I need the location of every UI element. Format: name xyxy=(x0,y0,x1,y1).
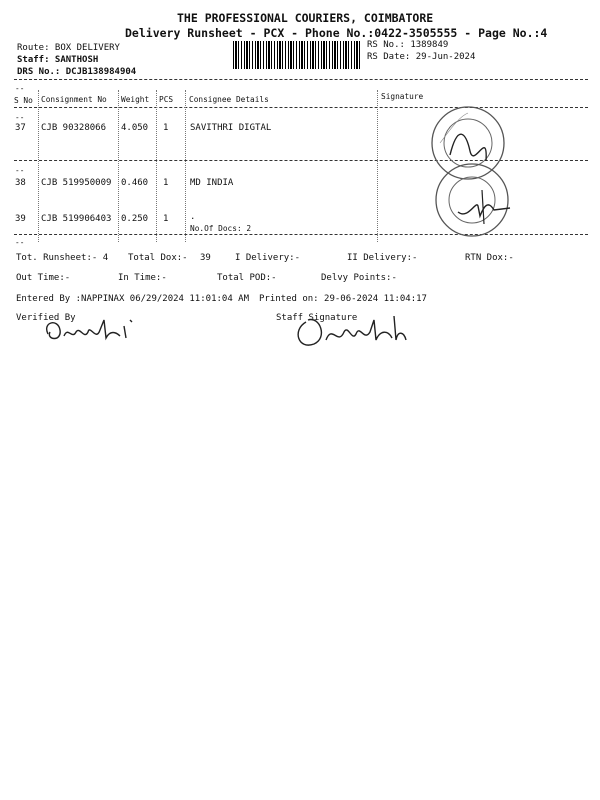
no-of-docs: No.Of Docs: 2 xyxy=(190,224,252,233)
rs-number: RS No.: 1389849 xyxy=(367,40,449,50)
row-pcs: 1 xyxy=(163,178,169,188)
col-header-sno: S No xyxy=(14,96,33,105)
total-dox-label: Total Dox:- xyxy=(128,253,188,263)
col-header-pcs: PCS xyxy=(159,95,174,104)
delvy-points: Delvy Points:- xyxy=(321,273,397,283)
row-sno: 37 xyxy=(15,123,26,133)
out-time: Out Time:- xyxy=(16,273,71,283)
entered-by: Entered By :NAPPINAX 06/29/2024 11:01:04 AM xyxy=(16,294,249,304)
staff-signature xyxy=(292,310,417,354)
row-consignment: CJB 90328066 xyxy=(41,123,107,133)
col-header-weight: Weight xyxy=(121,95,150,104)
column-divider xyxy=(156,90,157,242)
in-time: In Time:- xyxy=(118,273,167,283)
company-title: THE PROFESSIONAL COURIERS, COIMBATORE xyxy=(177,11,434,25)
column-divider xyxy=(118,90,119,242)
ii-delivery: II Delivery:- xyxy=(347,253,418,263)
column-divider xyxy=(38,90,39,242)
row-pcs: 1 xyxy=(163,214,169,224)
runsheet-subtitle: Delivery Runsheet - PCX - Phone No.:0422-3505555 - Page No.:4 xyxy=(125,26,548,40)
rtn-dox: RTN Dox:- xyxy=(465,253,514,263)
printed-on: Printed on: 29-06-2024 11:04:17 xyxy=(259,294,427,304)
row-consignee: . xyxy=(190,212,196,222)
row-marker: -- xyxy=(15,113,25,122)
company-stamp xyxy=(428,160,518,240)
column-divider xyxy=(185,90,186,242)
row-consignee: MD INDIA xyxy=(190,178,234,188)
verifier-signature xyxy=(40,312,150,348)
row-pcs: 1 xyxy=(163,123,169,133)
staff-label: Staff: SANTHOSH xyxy=(17,55,99,65)
drs-number: DRS No.: DCJB138984904 xyxy=(17,67,137,77)
barcode xyxy=(233,41,361,69)
row-marker: -- xyxy=(15,238,25,247)
total-pod: Total POD:- xyxy=(217,273,277,283)
row-marker: -- xyxy=(15,166,25,175)
row-sno: 39 xyxy=(15,214,26,224)
row-weight: 0.460 xyxy=(121,178,149,188)
row-marker: -- xyxy=(15,84,25,93)
row-consignment: CJB 519906403 xyxy=(41,214,112,224)
row-sno: 38 xyxy=(15,178,26,188)
total-dox-value: 39 xyxy=(200,253,211,263)
rs-date: RS Date: 29-Jun-2024 xyxy=(367,52,476,62)
route-label: Route: BOX DELIVERY xyxy=(17,43,120,53)
column-divider xyxy=(377,90,378,242)
tot-runsheet: Tot. Runsheet:- 4 xyxy=(16,253,109,263)
staff-signature-label: Staff Signature xyxy=(276,313,358,323)
i-delivery: I Delivery:- xyxy=(235,253,301,263)
row-consignment: CJB 519950009 xyxy=(41,178,112,188)
col-header-signature: Signature xyxy=(381,92,424,101)
verified-by-label: Verified By xyxy=(16,313,76,323)
divider xyxy=(14,79,588,80)
row-consignee: SAVITHRI DIGTAL xyxy=(190,123,272,133)
row-weight: 0.250 xyxy=(121,214,149,224)
col-header-consignee: Consignee Details xyxy=(189,95,269,104)
col-header-consignment: Consignment No xyxy=(41,95,107,104)
row-weight: 4.050 xyxy=(121,123,149,133)
